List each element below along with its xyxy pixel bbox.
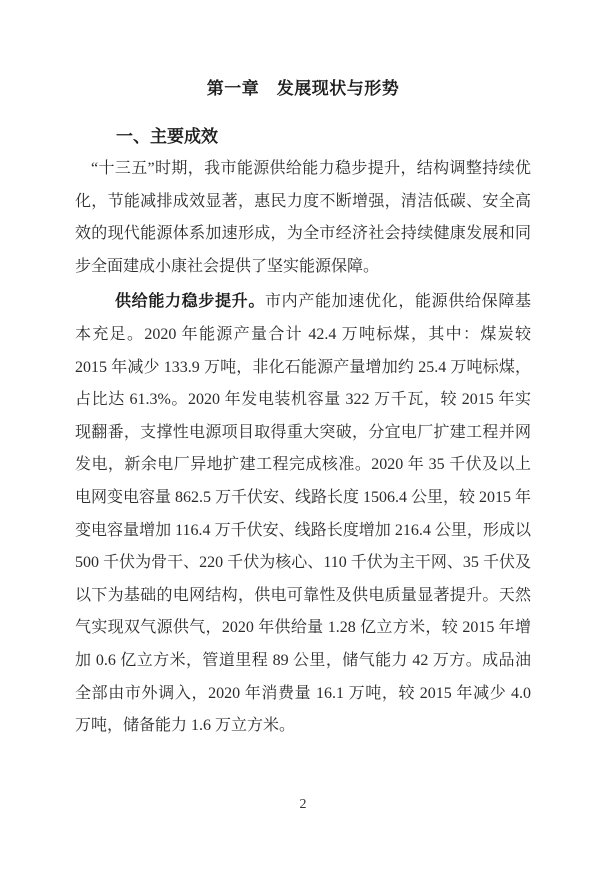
paragraph-supply: [75, 286, 531, 742]
page-number: 2: [299, 797, 307, 812]
chapter-title: 第一章 发展现状与形势: [206, 79, 400, 98]
paragraph-supply-lead: 供给能力稳步提升。: [115, 293, 265, 311]
paragraph-supply-body: 市内产能加速优化，能源供给保障基本充足。2020 年能源产量合计 42.4 万吨标煤，其中：煤炭较 2015 年减少 133.9 万吨，非化石能源产量增加约 25.4 万吨标煤，占比达 61.3%。2020 年发电装机容量 322 万千瓦，较 2015 年实现翻番，支撑性电源项目取得重大突破，分宜电厂扩建工程并网发电，新余电厂异地扩建工程完成核准。2020 年 35 千伏及以上电网变电容量 862.5 万千伏安、线路长度 1506.4 公里，较 2015 年变电容量增加 116.4 万千伏安、线路长度增加 216.4 公里，形成以 500 千伏为骨干、220 千伏为核心、110 千伏为主干网、35 千伏及以下为基础的电网结构，供电可靠性及供电质量显著提升。天然气实现双气源供气，2020 年供给量 1.28 亿立方米，较 2015 年增加 0.6 亿立方米，管道里程 89 公里，储气能力 42 万方。成品油全部由市外调入，2020 年消费量 16.1 万吨，较 2015 年减少 4.0 万吨，储备能力 1.6 万立方米。: [75, 293, 532, 735]
section-heading: 一、主要成效: [116, 127, 218, 146]
paragraph-intro: “十三五”时期，我市能源供给能力稳步提升，结构调整持续优化，节能减排成效显著，惠民力度不断增强，清洁低碳、安全高效的现代能源体系加速形成，为全市经济社会持续健康发展和同步全面建成小康社会提供了坚实能源保障。: [75, 160, 531, 275]
